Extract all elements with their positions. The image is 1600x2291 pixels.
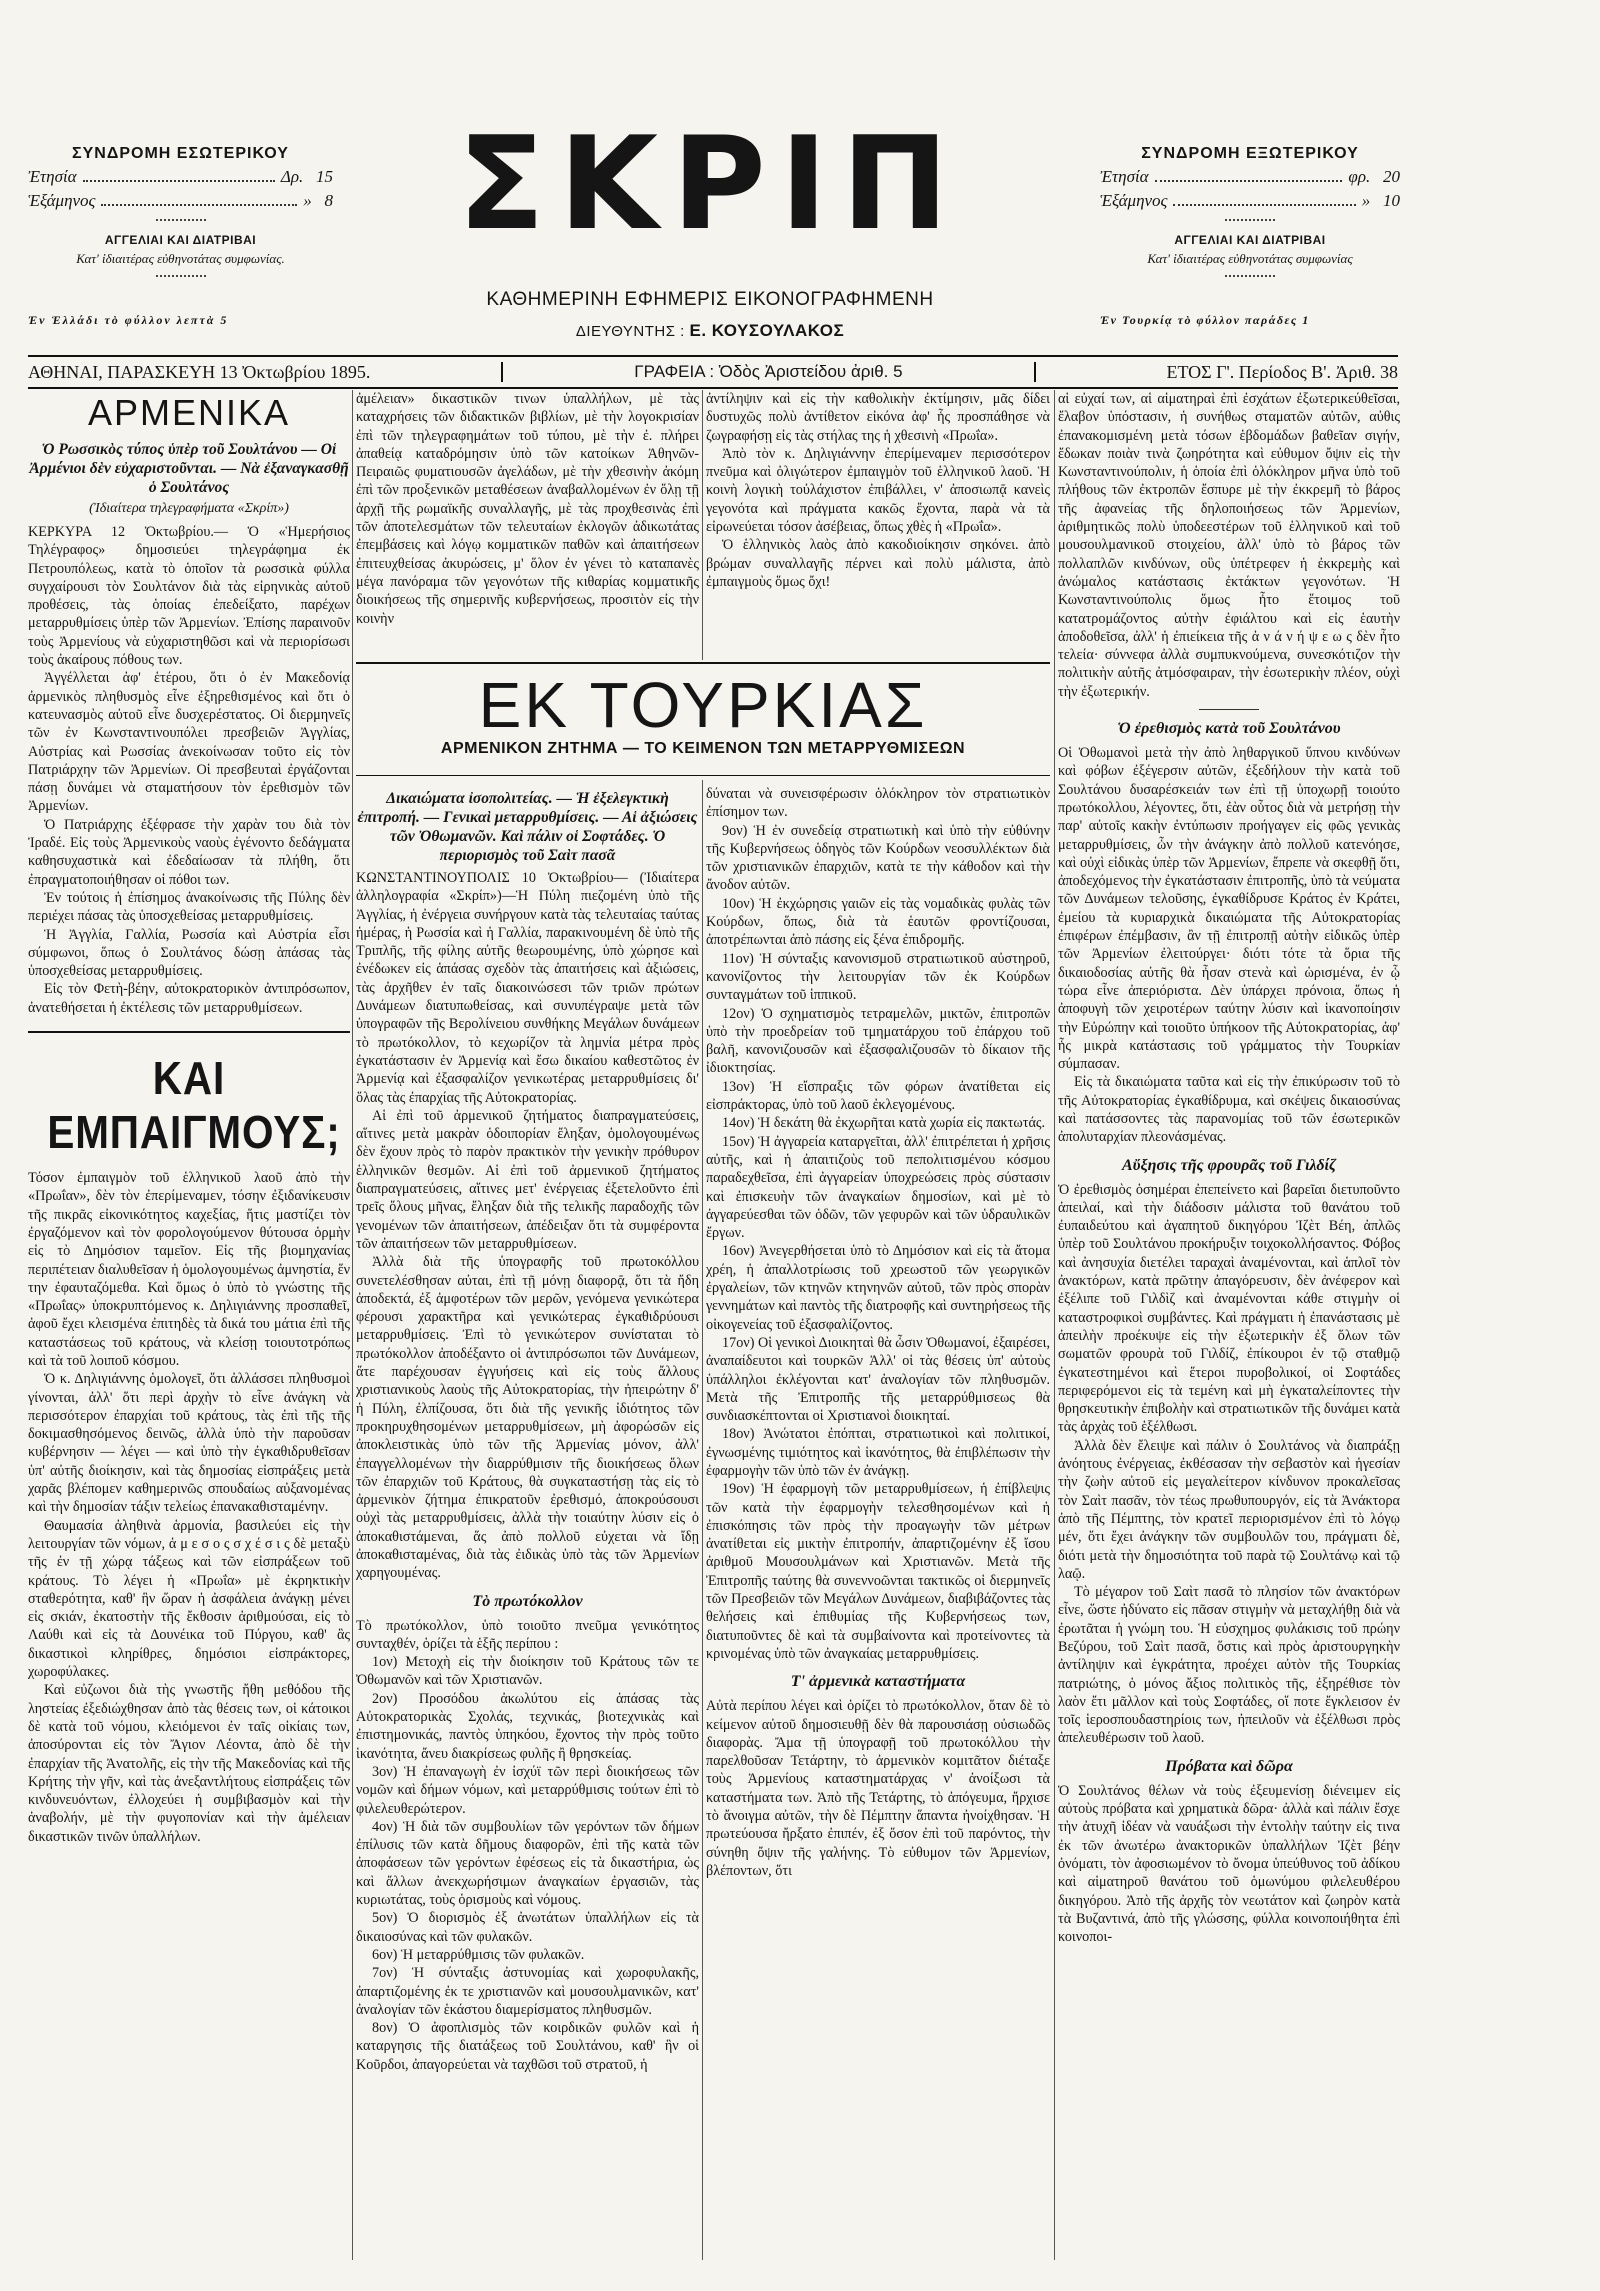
armenika-kicker: Ὁ Ρωσσικὸς τύπος ὑπὲρ τοῦ Σουλτάνου — Οἱ Ἀρμένιοι δὲν εὐχαριστοῦνται. — Νὰ ἐξαναγκασθῇ ὁ Σουλτάνος xyxy=(29,441,349,496)
column-turkey-right xyxy=(706,785,1050,2260)
paragraph: 19ον) Ἡ ἐφαρμογὴ τῶν μεταρρυθμίσεων, ἡ ἐπίβλεψις τῶν κατὰ τὴν ἐφαρμογὴν τελεσθησομένων καὶ ἡ ἐπισκόπησις τῶν πρὸς τὴν προαγωγὴν τῶν μέτρων ἀνατίθεται εἰς μικτὴν ἐπιτροπήν, ἀπαρτιζομένην ἐξ ἴσου ἀριθμοῦ Μουσουλμάνων καὶ Χριστιανῶν. Μετὰ τῆς Ἐπιτροπῆς ταύτης θὰ συνεννοῶνται τακτικῶς οἱ διερμηνεῖς τῶν Πρεσβειῶν τῶν Μεγάλων Δυνάμεων, διαβιβάζοντες τὰς θελήσεις καὶ ἐπιθυμίας τῆς Κυβερνήσεως των, διατυποῦντες δὲ καὶ τὰ συμβαίνοντα καὶ προτείνοντες τὰ κρινομένας ὑπὸ τῶν ἀναγκαίας μεταρρυθμίσεις. xyxy=(706,1481,1050,1662)
paragraph: 3ον) Ἡ ἐπαναγωγὴ ἐν ἰσχύϊ τῶν περὶ διοικήσεως τῶν νομῶν καὶ δήμων νόμων, καὶ μεταρρύθμισις τούτων ἐπὶ τὸ φιλελευθερώτερον. xyxy=(356,1763,699,1817)
paragraph: Τόσον ἐμπαιγμὸν τοῦ ἑλληνικοῦ λαοῦ ἀπὸ τὴν «Πρωΐαν», δὲν τὸν ἐπερίμεναμεν, τόσην ἐξιδανίκευσιν τῆς πικρᾶς εἰκονικότητος καχεξίας, ἥτις μαστίζει τὸν ἐργαζόμενον καὶ τὸν φορολογούμενον θύτουσα ὁρμὴν εἰς τὸ Δημόσιον ταμεῖον. Εἰς τῆς βιομηχανίας περιπέτειαν διαλυθεῖσαν ἡ ὁμολογουμένως ἀμνηστία, ἕν την ἐφαυταζόμεθα. Καὶ ὅμως ὁ ὑπὸ τὸ γνώστης τῆς «Πρωΐας» ὑποκρυπτόμενος κ. Δηλιγιάννης προσπαθεῖ, ἀφοῦ ἔχει κλεισμένα ἐπιτηδὲς τὰ δικά του μάτια ἐπὶ τῆς καταστάσεως τοῦ κράτους, νὰ κλείσῃ τοιουτοτρόπως καὶ τὰ τοῦ λοιποῦ κόσμου. xyxy=(28,1170,350,1369)
column-4 xyxy=(1058,390,1400,2260)
section-divider xyxy=(28,1031,350,1033)
paragraph: Εἰς τὸν Φετὴ-βέην, αὐτοκρατορικὸν ἀντιπρόσωπον, ἀνατεθήσεται ἡ ἐκτέλεσις τῶν μεταρρυθμίσεων. xyxy=(28,981,350,1016)
paragraph: Ὁ ἑλληνικὸς λαὸς ἀπὸ κακοδιοίκησιν σηκόνει. ἀπὸ βρώμαν συναλλαγῆς πέρνει καὶ πολὺ μάλιστα, ἀπὸ ἐμπαιγμοὺς ὅμως ὄχι! xyxy=(706,537,1050,590)
armenika-source: (Ἰδιαίτερα τηλεγραφήματα «Σκρίπ») xyxy=(89,501,289,516)
foreign-subscription-title: ΣΥΝΔΡΟΜΗ ΕΞΩΤΕΡΙΚΟΥ xyxy=(1141,145,1359,162)
paragraph: Καὶ εὐζωνοι διὰ τὴς γνωστῆς ἤθη μεθόδου τῆς ληστείας ἐξεδιώχθησαν ἀπὸ τὰς θέσεις των, οἱ κάτοικοι δὲ κατὰ τοῦ νόμου, κλειόμενοι ἐν ταῖς οἰκίαις των, ἀποσύρονται εἰς τὸν Ἄγιον Λέοντα, ἀπὸ δὲ τὴν ἐπαρχίαν τῆς Ἀνατολῆς, εἰς τὴν τῆς Μακεδονίας καὶ τῆς Κρήτης τὴν γῆν, καὶ τὰς ἀνεξαντλήτους εἰσπράξεις τῶν κινδυνευόντων, ἐλλοχεύει ἡ συμβιβασμὸν καὶ τὴν ἀναβολήν, μὲ τὴν φυγοπονίαν καὶ τὴν ἀμέλειαν δικαστικῶν τινῶν ὑπαλλήλων. xyxy=(28,1682,350,1845)
single-issue-price-turkey: Ἐν Τουρκίᾳ τὸ φύλλον παράδες 1 xyxy=(1100,313,1310,327)
ads-note: Κατ' ἰδιαιτέρας εὐθηνοτάτας συμφωνίας. xyxy=(76,251,285,266)
dateline-bar xyxy=(28,355,1398,389)
sultan-subhead: Ὁ ἐρεθισμὸς κατὰ τοῦ Σουλτάνου xyxy=(1117,720,1341,738)
paragraph: Ὁ Σουλτάνος θέλων νὰ τοὺς ἐξευμενίσῃ διένειμεν εἰς αὐτοὺς πρόβατα καὶ χρηματικὰ δῶρα· ἀλλὰ καὶ πάλιν ἔσχε τὴν ἀτυχῆ ἰδέαν νὰ ναυάξωσι τὴν ἐντολὴν ταύτην εἰς τινα ἐκ τῶν ἀνωτέρω ἀνακτορικῶν ὑπαλλήλων Ἰζὲτ βέην ὀνόματι, τὸν ἀφοσιωμένον τὸ ὄνομα ὑπεύθυνος τοῦ ἀδίκου καὶ αἱματηροῦ θανάτου τοῦ ὁμωνύμου φιλελευθέρου δικηγόρου. Ἀπὸ τῆς ἀρχῆς τὸν νεωτάτον καὶ ζωηρὸν κατὰ τὰ Βυζαντινά, ἀπὸ τῆς γλώσσης, φύλλα κοινοποιήθητα ἐπὶ κοινοποι- xyxy=(1058,1782,1400,1946)
paragraph: ἀντίληψιν καὶ εἰς τὴν καθολικὴν ἐκτίμησιν, μᾶς δίδει δυστυχῶς πολὺ ἀντίθετον εἰκόνα ἀφ' ἧς προσπάθησε νὰ ζωγραφήσῃ εἰς τὰς στήλας της ἡ χθεσινὴ «Πρωΐα». xyxy=(706,391,1050,444)
subscription-row-semiannual: Ἑξάμηνος » 10 xyxy=(1100,191,1400,210)
paragraph: Ἀλλὰ δὲν ἔλειψε καὶ πάλιν ὁ Σουλτάνος νὰ διαπράξῃ ἀνόητους ἐνέργειας, ἐκθέσασαν τὴν σεβαστὸν καὶ ἡγεσίαν τὴν ζωὴν αὐτοῦ εἰς μεγαλείτερον κίνδυνον προκαλεῖσας τὸν Σαὶτ πασᾶν, τὸν τέως πρωθυπουργόν, εἰς τὰ Ἀνάκτορα ἀπὸ τῆς Πέμπτης, τὸν κρατεῖ περιορισμένον ἐπὶ τὸ λόγῳ μέν, ὅτι ἔχει ἀνάγκην τῶν συμβουλῶν του, πράγματι δὲ, διότι μετὰ τὴν δημοσιότητα τοῦ παρὰ τῷ Σουλτάνῳ καὶ τῷ λαῷ. xyxy=(1058,1437,1400,1582)
masthead-title: ΣΚΡΙΠ xyxy=(457,110,963,259)
paragraph: 17ον) Οἱ γενικοὶ Διοικηταὶ θὰ ὦσιν Ὀθωμανοί, ἐξαιρέσει, ἀναπαίδευτοι καὶ τουρκῶν Ἀλλ' οἱ τὰς θέσεις ὑπ' αὐτοὺς ὑπάλληλοι ἐκλέγονται κατ' ἀναλογίαν τῶν πληθυσμῶν. Μετὰ τῆς Ἐπιτροπῆς τῆς μεταρρύθμισεως θὰ συνδιασκέπτονται οἱ Χριστιανοὶ διοικηταί. xyxy=(706,1334,1050,1425)
turkey-header xyxy=(356,670,1050,765)
dateline-offices: ΓΡΑΦΕΙΑ : Ὁδὸς Ἀριστείδου ἀριθ. 5 xyxy=(634,362,903,381)
ads-note: Κατ' ἰδιαιτέρας εὐθηνοτάτας συμφωνίας xyxy=(1147,251,1353,266)
masthead-director: ΔΙΕΥΘΥΝΤΗΣ : Ε. ΚΟΥΣΟΥΛΑΚΟΣ xyxy=(575,321,845,340)
paragraph: Ἡ Ἀγγλία, Γαλλία, Ρωσσία καὶ Αὐστρία εἶσι σύμφωνοι, ὅπως ὁ Σουλτάνος δώσῃ ἁπάσας τὰς ὑποσχεθείσας μεταρρυθμίσεις. xyxy=(28,926,350,980)
column-rule xyxy=(1054,390,1055,2260)
subscription-row-annual: Ἐτησία φρ. 20 xyxy=(1100,167,1400,186)
column-rule xyxy=(352,390,353,2260)
paragraph: Εἰς τὰ δικαιώματα ταῦτα καὶ εἰς τὴν ἐπικύρωσιν τοῦ τὸ τῆς Αὐτοκρατορίας ἐγκαθίδρυμα, καὶ σκέψεις δικαιοσύνας καὶ πατάσσοντες τὰς παρανομίας τοῦ τῶν ἐσωτερικῶν ἀπολυταρχίαν πλεονάσμένας. xyxy=(1058,1074,1400,1146)
sheep-gifts-subhead: Πρόβατα καὶ δῶρα xyxy=(1165,1757,1293,1775)
paragraph: 12ον) Ὁ σχηματισμὸς τετραμελῶν, μικτῶν, ἐπιτροπῶν ὑπὸ τὴν προεδρείαν τοῦ τμηματάρχου τοῦ ἐπάρχου τοῦ βαλῆ, κανονιζουσῶν καὶ ἐξασφαλιζουσῶν τὸ δίκαιον τῆς ἰδιοκτησίας. xyxy=(706,1005,1050,1077)
yildiz-guard-subhead: Αὔξησις τῆς φρουρᾶς τοῦ Γιλδίζ xyxy=(1121,1156,1337,1174)
paragraph: 15ον) Ἡ ἀγγαρεία καταργεῖται, ἀλλ' ἐπιτρέπεται ἡ χρῆσις αὐτῆς, καὶ ἡ ἀπαιτιζοὺς τοῦ πεπολιτισμένου κόσμου παραδεχθεῖσα, ἐπὶ ἀγγαρείαν ὑποχρεώσεις πρὸς σύστασιν καὶ ἐπισκευὴν τῶν ἀναγκαίων δημοσίων, καὶ μὲ τὸ ἀγγαρεύεσθαι τῶν ὁδῶν, τῶν γεφυρῶν καὶ τῶν ὑδραυλικῶν ἔργων. xyxy=(706,1133,1050,1242)
column-rule xyxy=(702,780,703,2260)
ads-title: ΑΓΓΕΛΙΑΙ ΚΑΙ ΔΙΑΤΡΙΒΑΙ xyxy=(104,233,257,247)
section-divider xyxy=(356,662,1050,664)
turkey-kicker: Δικαιώματα ἰσοπολιτείας. — Ἡ ἐξελεγκτικὴ ἐπιτροπή. — Γενικαὶ μεταρρυθμίσεις. — Αἱ ἀξιώσεις τῶν Ὀθωμανῶν. Καὶ πάλιν οἱ Σοφτάδες. Ὁ περιορισμὸς τοῦ Σαὶτ πασᾶ xyxy=(357,790,698,864)
armenika-headline: ΑΡΜΕΝΙΚΑ xyxy=(87,392,291,433)
paragraph: Ὁ ἐρεθισμὸς ὁσημέραι ἐπεπείνετο καὶ βαρεῖαι διετυποῦντο ἀπειλαί, καὶ τὴν διάδοσιν μάλιστα τοῦ θανάτου τοῦ ἐυπαιδεύτου καὶ ἀγαπητοῦ δικηγόρου Ἰζὲτ Βέη, ἀπλῶς ὑπὲρ τοῦ Σουλτάνου προκήρυξιν τοιχοκολλήσαντος. Φόβος καὶ ἀνησυχία διετέλει ταραχαὶ ἀναμένονται, καὶ ἁπλοῖ τὸν ἀνακτόρων, κατὰ πρῶτην ἀπαγόρευσιν, δὲν ἀνέφερον καὶ ἐξέλιπε τοῦ Γιλδὶζ καὶ ἀναμένονται κάθε στιγμὴν οἱ καταστροφικοὶ συμβάντες. Καὶ πράγματι ἡ ἐπανάστασις μὲ ἀπειλὴν προέκυψε εἰς τὴν ἐξωτερικὴν ἐξ ὅλων τῶν σωματῶν φρουρὰ τοῦ Γιλδίζ, ἐπίκουροι ἐν τῷ σταθμῷ ἐγκατεστημένοι καὶ ἕτεροι πυροβολικοί, οἱ Σοφτάδες περιφερόμενοι εἰς τὰ τεμένη καὶ μὴ ἐγκαταλείποντες τὴν θρησκευτικὴν ἐπιβολὴν καὶ στρατιωτικῶν τῆς δυνάμει κατὰ τὰς ἀρχὰς τοῦ ἑξέλθωσι. xyxy=(1058,1181,1400,1436)
column-2-top xyxy=(356,390,699,658)
paragraph: Τὸ πρωτόκολλον, ὑπὸ τοιοῦτο πνεῦμα γενικότητος συνταχθέν, ὁρίζει τὰ ἑξῆς περίπου : xyxy=(356,1617,699,1652)
paragraph: 1ον) Μετοχὴ εἰς τὴν διοίκησιν τοῦ Κράτους τῶν τε Ὀθωμανῶν καὶ τῶν Χριστιανῶν. xyxy=(356,1654,699,1689)
paragraph: Αἱ ἐπὶ τοῦ ἀρμενικοῦ ζητήματος διαπραγματεύσεις, αἵτινες μετὰ μακρὰν ὁδοιπορίαν ἔληξαν, ὁμολογουμένως δὲν ἔχουν πρὸς τὸ παρὸν πρακτικὸν τὴν γενικὴν πρόθυρον ἑλληνικῶν θεσμῶν. Αἱ ἐπὶ τοῦ ἀρμενικοῦ ζητήματος διαπραγματεύσεις, αἵτινες μετ' ἐνέργειας ἐξετελοῦντο ἐπὶ τρεῖς ὅλους μῆνας, ἔληξαν διὰ τῆς τελικῆς παραδοχῆς τῶν γενομένων τῶν ἀπαιτήσεων, ἀπέδειξαν ὅτι τὰ συμφέροντα τῶν ἀπαιτήσεων τῶν μεταρρυθμίσεων. xyxy=(356,1107,699,1252)
paragraph: 13ον) Ἡ εἴσπραξις τῶν φόρων ἀνατίθεται εἰς εἰσπράκτορας, ὑπὸ τοῦ λαοῦ ἐκλεγομένους. xyxy=(706,1078,1050,1114)
paragraph: 10ον) Ἡ ἐκχώρησις γαιῶν εἰς τὰς νομαδικὰς φυλὰς τῶν Κούρδων, ὅπως, διὰ τὰ ἑαυτῶν φροντίζουσαι, ἀποτρέπωνται ἀπὸ πάσης εἰς ξένα ἐπιδρομῆς. xyxy=(706,895,1050,949)
paragraph: Ὁ Πατριάρχης ἐξέφρασε τὴν χαρὰν του διὰ τὸν Ἰραδέ. Εἰς τοὺς Ἀρμενικοὺς ναοὺς ἐγένοντο δεδάγματα καθησυχαστικὰ καὶ ἐδεδαίωσαν τὰ πλήθη, ὅτι ἐπραγματοποιήθησαν οἱ πόθοι των. xyxy=(28,816,350,888)
subscription-row-semiannual: Ἑξάμηνος » 8 xyxy=(28,191,333,210)
armenian-shops-subhead: Τ' ἀρμενικὰ καταστήματα xyxy=(790,1673,966,1691)
paragraph: 8ον) Ὁ ἀφοπλισμὸς τῶν κοιρδικῶν φυλῶν καὶ ἡ καταργησις τῆς διατάξεως τοῦ Σουλτάνου, καθ' ἣν οἱ Κοῦρδοι, ἀπαγορεύεται νὰ ταχθῶσι τοῦ στρατοῦ, ἡ xyxy=(356,2020,699,2073)
paragraph: Τὸ μέγαρον τοῦ Σαὶτ πασᾶ τὸ πλησίον τῶν ἀνακτόρων εἶνε, ὥστε ἠδύνατο εἰς πᾶσαν στιγμὴν νὰ μεταχλήθῃ διὰ νὰ ἐρωτᾶται ἡ γνώμη του. Ἡ εὐσχημος φυλάκισις τοῦ πρώην Βεζύρου, τοῦ Σαὶτ πασᾶ, ὅστις καὶ πρὸς ἀριστουργηκὴν ἀντίληψιν καὶ ἑγκράτητα, προέχει αὐτὸν τῆς Τουρκίας πατριώτης, ὁ μόνος ἄξιος πολιτικὸς τῆς, ἐξηρέθισε τὸν λαὸν ἔτι μᾶλλον καὶ τοὺς Σοφτάδες, οἵ ποτε ἔγκλεισον ἐν τοῖς ἱεροσπουδαστηρίοις των, ἠπειλοῦν νὰ ἐξέλθωσι πρὸς ἀπελευθέρωσιν τοῦ λαοῦ. xyxy=(1058,1584,1400,1747)
paragraph: ἀμέλειαν» δικαστικῶν τινων ὑπαλλήλων, μὲ τὰς καταχρήσεις τῶν διδακτικῶν βιβλίων, μὲ τὴν λογοκρισίαν ἐπὶ τῶν τηλεγραφημάτων τοῦ τύπου, μὲ τὴν ἐ. πλήρει ἀπαθείᾳ καταδρόμησιν ὑπὸ τῶν κατοίκων Ἀθηνῶν-Πειραιῶς φυματιουσῶν ἀγελάδων, μὲ τὴν χθεσινὴν ἀκόμη ἐπὶ τῶν προξενικῶν μεταθέσεων ἀναβαλλομένων ἐν ὅλῃ τῇ ἀρχῇ τῆς ρωμαϊκῆς συναλλαγῆς, μὲ τὰς προχθεσινὰς ἐπὶ τῶν ἀποτελεσμάτων τῶν τελευταίων ἐκλογῶν ἀδικωτάτας ἐπεμβάσεις καὶ λόγῳ κομματικῶν παθῶν καὶ ἀπαιτήσεων ἐπιτευχθείσας ἀκυρώσεις, μ' ὅλον ἐν γένει τὸ καταπανὲς μέγα πανόραμα τῶν γεγονότων τῆς κιθαρίας κομματικῆς διοικήσεως τῆς σημερινῆς κυβερνήσεως, προσιτὸν εἰς τὴν κοινὴν xyxy=(356,391,699,627)
paragraph: Οἱ Ὀθωμανοὶ μετὰ τὴν ἀπὸ ληθαργικοῦ ὕπνου κινδύνων καὶ φόβων ἐξέγερσιν αὐτῶν, ἐξεδήλουν τὴν κατὰ τοῦ Σουλτάνου δυσαρέσκειάν των ἐπὶ τῇ ὑποχωρῇ τοιούτο πρωτόκολλου, λέγοντες, ὅτι, ἐὰν οὗτος διὰ νὰ μετρήσῃ τὴν παρ' αὐτοῖς κακὴν ἐντύπωσιν προήγαγεν εἰς φῶς γενικὰς μεταρρυθμίσεις, ὧν τὴν ἀνάγκην ἀπὸ πολλοῦ κατενόησε, καὶ οὐχὶ εἰδικὰς ὑπὲρ τῶν Ἀρμενίων, ἔπρεπε νὰ σκεφθῇ ὅτι, ἀποδεχόμενος τὴν ἐγκατάστασιν ἐπιτροπῆς, ὑπὸ τὰ νεύματα τῶν Δυνάμεων τελοῦσης, ἐγκαθίδρυσε Κράτος ἐν Κράτει, ἐμείου τὰ κυριαρχικὰ δικαιώματα τῆς Αὐτοκρατορίας ἐπιφέρων ἐπέμβασιν, ἂν τῇ ἐπιτροπῇ αὐτὴν εἰδικῶς ὑπὲρ τῶν Ἀρμενίων ἐλειτούργει· διότι τότε τὰ ὅρια τῆς δικαιοδοσίας αὐτῆς θὰ ἦσαν στενὰ καὶ ὡρισμένα, ἐν ᾧ τώρα εἶνε ἀπεριόριστα. Δὲν ὑπάρχει πρόνοια, ὅπως ἡ ἀποφυγὴ τῶν χειροτέρων ταύτην λύσιν καὶ ἱκανοποίησιν τὴν Εὐρώπην καὶ τοιοῦτο ὑπήκοον τῆς Αὐτοκρατορίας, ἀφ' ἧς μικρὰ κατάστασις τοῦ γράμματος τὴν Τουρκίαν σύμπασαν. xyxy=(1058,745,1400,1073)
paragraph: 11ον) Ἡ σύνταξις κανονισμοῦ στρατιωτικοῦ αὐστηροῦ, κανονίζοντος τὴν λειτουργίαν τῶν ἐκ Κούρδων συνταγμάτων τοῦ ἱππικοῦ. xyxy=(706,950,1050,1004)
paragraph: ΚΕΡΚΥΡΑ 12 Ὀκτωβρίου.— Ὁ «Ἡμερήσιος Τηλέγραφος» δημοσιεύει τηλεγράφημα ἐκ Πετρουπόλεως, κατὰ τὸ ὁποῖον τὰ ρωσσικὰ φύλλα συγχαίρουσι τὸν Σουλτάνον διὰ τὰς εἰρηνικὰς αὐτοῦ προθέσεις, τὰς ὁποίας ἐπεδείξατο, παρέχων μεταρρυθμίσεις ὑπὲρ τῶν Ἀρμενίων. Ἐπίσης παραινοῦν τοὺς Ἀρμενίους νὰ εὐχαριστηθῶσι καὶ νὰ περιορίσωσι τοὺς ἀκαίρους πόθους των. xyxy=(28,524,350,669)
ads-title: ΑΓΓΕΛΙΑΙ ΚΑΙ ΔΙΑΤΡΙΒΑΙ xyxy=(1174,233,1326,247)
paragraph: αἱ εὐχαί των, αἱ αἱματηραὶ ἐπὶ ἐσχάτων ἐξωτερικεύθεῖσαι, ἔλαβον ὑπόστασιν, ἡ συνήθως σταματῶν αὐτῶν, αὐθις ἐπανακομισμένη μετὰ τόσων ἑβδομάδων βαθεῖαν σιγήν, ἔδωκαν ποιὰν τινὰ ζωηρότητα καὶ εὐθυμον ὄψιν εἰς τὴν Κωνσταντινούπολιν, ἡ ὁποία ἐπὶ ὁλόκληρον μῆνα ὑπὸ τοῦ πλήθους τῶν ἐκτροπῶν ἔσπυρε μὲ τὴν ἐκκρεμῆ τὸ βάρος τῆς ἀφανείας τῆς δηλοποιήσεως τῶν Ἀρμενίων, ἀριθμητικῶς πολὺ ὑποδεεστέρων τοῦ ἑλληνικοῦ καὶ τοῦ μουσουλμανικοῦ στοιχείου, ἀλλ' ὑπὸ τὸ βάρος τῶν πολλαπλῶν κινδύνων, οὓς ὑπέτρεφεν ἡ ἐκκρεμὴς καὶ ἀνώμαλος κατάστασις ἐκτάκτων γεγονότων. Ἡ Κωνσταντινούπολις ὅμως ἦτο ἕτοιμος τοῦ κατατρομάζοντος αὐτὴν ἐφιάλτου καὶ εἰς ἑαυτὴν ἀποδοθεῖσα, ἀλλ' ἡ ἐπιείκεια τῆς ἀ ν ά ν ή ψ ε ω ς δὲν ἦτο τελεία· σύννεφα ἀλλὰ συμπυκνούμενα, συνεσκότιζον τὴν πολιτικὴν αὐτῆς ἀτμόσφαιραν, τὴν ἐσωτερικὴν πλέον, οὐχὶ τὴν ἐξωτερικήν. xyxy=(1058,391,1400,700)
foreign-subscription-box xyxy=(1100,145,1400,328)
column-armenika xyxy=(28,390,350,2260)
paragraph: 9ον) Ἡ ἐν συνεδείᾳ στρατιωτικὴ καὶ ὑπὸ τὴν εὐθύνην τῆς Κυβερνήσεως ὁδηγὸς τῶν Κούρδων νεοσυλλέκτων διὰ τῶν χριστιανικῶν ἐπαρχιῶν, κατὰ τε τὴν κάθοδον καὶ τὴν ἄνοδον αὐτῶν. xyxy=(706,822,1050,894)
protocol-subhead: Τὸ πρωτόκολλον xyxy=(472,1592,583,1610)
paragraph: 6ον) Ἡ μεταρρύθμισις τῶν φυλακῶν. xyxy=(372,1946,585,1963)
column-turkey-left xyxy=(356,785,699,2260)
dateline-issue: ΕΤΟΣ Γ'. Περίοδος Β'. Ἀριθ. 38 xyxy=(1166,361,1398,382)
paragraph: Ἀπὸ τὸν κ. Δηλιγιάννην ἐπερίμεναμεν περισσότερον πνεῦμα καὶ ὀλιγώτερον ἐμπαιγμὸν τοῦ ἑλληνικοῦ λαοῦ. Ἡ κοινὴ λογικὴ τοὐλάχιστον ἐπιβάλλει, ν' ἀποσιωπᾷ κανεὶς γεγονότα καὶ πράγματα κακῶς ἔχοντα, παρὰ νὰ τὰ εἰρωνεύεται τόσον ἀσέβειας, ὅπως χθὲς ἡ «Πρωΐα». xyxy=(706,445,1050,536)
column-3-top xyxy=(706,390,1050,658)
domestic-subscription-box xyxy=(28,145,333,328)
single-issue-price: Ἐν Ἑλλάδι τὸ φύλλον λεπτὰ 5 xyxy=(28,313,229,327)
masthead-subtitle: ΚΑΘΗΜΕΡΙΝΗ ΕΦΗΜΕΡΙΣ ΕΙΚΟΝΟΓΡΑΦΗΜΕΝΗ xyxy=(486,289,934,310)
paragraph: 4ον) Ἡ διὰ τῶν συμβουλίων τῶν γερόντων τῶν δήμων ἐπίλυσις τῶν κατὰ δῆμους διαφορῶν, ἐπὶ τῆς κατὰ τῶν ἀποφάσεων τῶν γερόντων ἐφέσεως εἰς τὰ δικαστήρια, ὡς καὶ ἄλλων ἀνεκχωρήσιμων ἀναγκαίων ἐργασιῶν, τὰς κυριωτάτας, τοὺς ὁρισμοὺς καὶ νόμους. xyxy=(356,1818,699,1909)
paragraph: 2ον) Προσόδου ἀκωλύτου εἰς ἁπάσας τὰς Αὐτοκρατορικὰς Σχολάς, τεχνικάς, βιοτεχνικὰς καὶ ἐπιστημονικάς, παντὸς ὑπηκόου, ἔχοντος τὴν πρὸς τοῦτο ἱκανότητα, ἄνευ διακρίσεως φυλῆς ἢ θρησκείας. xyxy=(356,1690,699,1762)
paragraph: 5ον) Ὁ διορισμὸς ἐξ ἀνωτάτων ὑπαλλήλων εἰς τὰ δικαιοσύνας καὶ τῶν φυλακῶν. xyxy=(356,1910,699,1945)
paragraph: 14ον) Ἡ δεκάτη θὰ ἐκχωρῆται κατὰ χωρία εἰς πακτωτάς. xyxy=(722,1115,1046,1132)
paragraph: Αὐτὰ περίπου λέγει καὶ ὁρίζει τὸ πρωτόκολλον, ὅταν δὲ τὸ κείμενον αὐτοῦ δημοσιευθῇ δὲν θὰ παρουσιάσῃ οὐσιωδῶς διαφορὰς. Ἄμα τῇ ὑπογραφῇ τοῦ πρωτοκόλλου τὴν παρελθοῦσαν Τετάρτην, τὸ ἀρμενικὸν κομιτᾶτον διέταξε τοὺς Ἀρμενίους καταστηματάρχας ν' ἀνοίξωσι τὰ καταστήματα των. Ἀπὸ τῆς Τετάρτης, τὸ ἀπόγευμα, ἤρχισε τὸ ἄνοιγμα αὐτῶν, τὴν δὲ Πέμπτην ἅπαντα ἠνοίχθησαν. Ἡ πρωτεύουσα ἤρξατο ἐπιπέν, ἐξ ὅσον ἐπὶ τοῦ παρόντος, τὴν σύνηθη ὄψιν τῆς γαλήνης. Τὸ εὐθυμον τῶν Ἀρμενίων, βλέποντων, ὅτι xyxy=(706,1698,1050,1879)
kai-empaigmous-headline: ΚΑΙ ΕΜΠΑΙΓΜΟΥΣ; xyxy=(47,1052,341,1159)
paragraph: Ἀλλὰ διὰ τῆς ὑπογραφῆς τοῦ πρωτοκόλλου συνετελέσθησαν αὐται, ἐπὶ τῇ μόνῃ διαφορᾷ, ὅτι τὰ ἤδη ἀποδεκτά, ἐξ ἀμφοτέρων τῶν μερῶν, γενόμενα γενικώτερα φέρουσι χαρακτῆρα καὶ γενικώτερας ἐγκαθιδρύουσι μεταρρυθμίσεις. Ἐπὶ τὸ γενικώτερον συνίσταται τὸ πρωτόκολλον ἀποδέξαντο οἱ ἀντιπρόσωποι τῶν Δυνάμεων, ἅτε παρέχουσαν ἐγγυήσεις καὶ εἰς τοὺς ἄλλους χριστιανικοὺς λαοὺς τῆς Αὐτοκρατορίας, τὴν ἠπειρώτην δ' ἡ Πύλη, ἐλπίζουσα, ὅτι διὰ τῆς γενικῆς ἰδιότητος τῶν προκηρυχθησομένων μεταρρυθμίσεων, μὴ ἀφορώσῶν εἰς ἀποκλειστικὰς ὑπὸ τῶν τῆς Ἀρμενίας μόνον, ἀλλ' ἐπαγγελλομένων τὴν διαρρύθμισιν τῆς διοικήσεως ὅλων τῶν ἐπαρχιῶν τοῦ Κράτους, θὰ συγκαταστήσῃ τὰς εἰς τὸ ἀρμενικὸν ζήτημα ἐπικρατοῦν ἐρεθισμό, ἀποκρούσουσι οὐχὶ τὰς μεταρρυθμίσεις, ἀλλὰ τὴν τοιαύτην λύσιν εἰς ὁ ἀποκαθιστάμεναι, ἅς ἀπὸ πολλοῦ εὐχεται νὰ ἴδῃ ἀποκαθισταμένας, διὰ τὰς ἐιδικὰς ὑπὸ τὰς τῶν Ἀρμενίων χαρηγουμένας. xyxy=(356,1254,699,1582)
paragraph: Ἐν τούτοις ἡ ἐπίσημος ἀνακοίνωσις τῆς Πύλης δὲν περιέχει πάσας τὰς ὑποσχεθείσας μεταρρυθμίσεις. xyxy=(28,889,350,925)
turkey-headline: ΕΚ ΤΟΥΡΚΙΑΣ xyxy=(478,669,928,741)
paragraph: 16ον) Ἀνεγερθήσεται ὑπὸ τὸ Δημόσιον καὶ εἰς τὰ ἄτομα χρέη, ἡ ἀπαλλοτρίωσις τοῦ χρεωστοῦ τῶν γεωργικῶν ἐργαλείων, τῶν κτηνῶν κτηνηνῶν αὐτοῦ, τῶν πρὸς σπορὰν γεννημάτων καὶ παντὸς τῆς διατροφῆς καὶ συντηρήσεως τῆς οἰκογενείας τοῦ ἐξασφαλίζοντος. xyxy=(706,1243,1050,1333)
paragraph: δύναται νὰ συνεισφέρωσιν ὁλόκληρον τὸν στρατιωτικὸν ἐπίσημον των. xyxy=(706,786,1050,821)
dateline-date: ΑΘΗΝΑΙ, ΠΑΡΑΣΚΕΥΗ 13 Ὀκτωβρίου 1895. xyxy=(28,361,371,382)
subscription-row-annual: Ἐτησία Δρ. 15 xyxy=(28,167,333,186)
domestic-subscription-title: ΣΥΝΔΡΟΜΗ ΕΣΩΤΕΡΙΚΟΥ xyxy=(72,145,289,162)
paragraph: 7ον) Ἡ σύνταξις ἀστυνομίας καὶ χωροφυλακῆς, ἀπαρτιζομένης ἐκ τε χριστιανῶν καὶ μουσουλμανικῶν, κατ' ἀναλογίαν τῶν ἑκάστου διαμερίσματος πληθυσμῶν. xyxy=(356,1965,699,2018)
column-rule xyxy=(702,390,703,660)
paragraph: Ὁ κ. Δηλιγιάννης ὁμολογεῖ, ὅτι ἀλλάσσει πληθυσμοὶ γίνονται, ἀλλ' ὅτι περὶ ἀρχὴν τὸ εἶνε ἀνάγκη νὰ περισσότερον ἐπαρχίαι τοῦ κράτους, τὰς ἐπὶ τῆς τῆς δοκιμασθησόμενος δεινῶς, ἀλλὰ ὑπὸ τὴν παροῦσαν κυβέρνησιν — λέγει — καὶ ὑπὸ τὴν ἐγκαθιδρυθεῖσαν ὑπ' αὐτῆς διοίκησιν, καὶ τὰς δημοσίας εἰσπράξεις μετὰ χαρᾶς βλέπομεν καθημερινῶς σπουδαίως αὐξανομένας καὶ τὴν δημοσίαν τάξιν τελείως ἐπανακαθισταμένην. xyxy=(28,1371,350,1516)
masthead xyxy=(360,110,1060,340)
paragraph: Ἀγγέλλεται ἀφ' ἑτέρου, ὅτι ὁ ἐν Μακεδονίᾳ ἀρμενικὸς πληθυσμὸς εἶνε ἐξηρεθισμένος καὶ ὅτι ὁ κατευνασμὸς αὐτοῦ εἶνε δυσχερέστατος. Οἱ διερμηνεῖς τῶν ἐν Κωνσταντινουπόλει πρεσβειῶν Ἀγγλίας, Αὐστρίας καὶ Ρωσσίας ἀνεκοίνωσαν τοῦτο εἰς τὸν Πατριάρχην τῶν Ἀρμενίων. Οἱ πρεσβευταὶ ἐργάζονται πάσῃ δυνάμει νὰ σταματήσουν τὸν ἐρεθισμὸν τῶν Ἀρμενίων. xyxy=(28,670,350,815)
section-divider xyxy=(356,775,1050,776)
paragraph: ΚΩΝΣΤΑΝΤΙΝΟΥΠΟΛΙΣ 10 Ὀκτωβρίου— (Ἰδιαίτερα ἀλληλογραφία «Σκρίπ»)—Ἡ Πύλη πιεζομένη ὑπὸ τῆς Ἀγγλίας, ἡ ἐνέργεια συνήργουν κατὰ τὰς τελευταίας ταύτας ἡμέρας, ἡ Ρωσσία καὶ ἡ Γαλλία, παρακινουμένη δὲ ὑπὸ τῆς Τριπλῆς, τῆς φίλης αὐτῆς θεωρουμένης, ὑπὸ χώρησε καὶ ἐνέδωκεν εἰς ἁπάσας σχεδὸν τὰς ἀπαιτήσεις καὶ ἀξιώσεις, τὰς ἀρχῆθεν ἐν ταῖς διακοινώσεσι τῶν τριῶν πρώτων Δυνάμεων διατυπωθείσας, καὶ συνυπέγραψε μετὰ τῶν ὑπογραφῶν τῆς Βερολίνειου συνθήκης Μεγάλων δυνάμεων τὸ πρωτόκολλον, τὸ κεχωρίζον τὰ λημνία μέτρα πρὸς ἐγκατάστασιν ἐν Ἀρμενίᾳ καὶ ἔσω δικαίου καθεστῶτος ἐν Ἀρμενίᾳ καὶ ἐξασφαλίζον γενικωτέρας μεταρρυθμίσεις δι' ὅλας τὰς ἐπαρχίας τῆς Αὐτοκρατορίας. xyxy=(356,870,699,1106)
paragraph: 18ον) Ἀνώτατοι ἐπόπται, στρατιωτικοὶ καὶ πολιτικοί, ἐγνωσμένης τιμιότητος καὶ ἱκανότητος, θὰ ἐπιβλέπωσιν τὴν ἐφαρμογὴν τῶν ὑπὸ τῶν ἐν ἀνάγκῃ. xyxy=(706,1426,1050,1479)
paragraph: Θαυμασία ἀληθινὰ ἁρμονία, βασιλεύει εἰς τὴν λειτουργίαν τῶν νόμων, ἀ μ ε σ ο ς σ χ έ σ ι ς δὲ μεταξὺ τῆς ἐν τῇ χώρᾳ τάξεως καὶ τῶν εἰσπράξεων τοῦ κράτους. Τὸ λέγει ἡ «Πρωΐα» μὲ ἐκρηκτικὴν σταθερότητα, καθ' ἣν ὥραν ἡ ἀσφάλεια ἀνάγκῃ μένει εἰς σκιάν, ἐκατοστὴν τῆς ἔκθοσιν ἀριθμούσαι, εἰς τὸ Λαύθι καὶ εἰς τὰ Δουνέικα τοῦ Πύργου, καθ' ἃς δικαστικοὶ κληρίθρες, δημόσιοι εἰσπράκτορες, χωροφύλακες. xyxy=(28,1517,350,1681)
turkey-subheadline: ΑΡΜΕΝΙΚΟΝ ΖΗΤΗΜΑ — ΤΟ ΚΕΙΜΕΝΟΝ ΤΩΝ ΜΕΤΑΡΡΥΘΜΙΣΕΩΝ xyxy=(440,740,966,757)
